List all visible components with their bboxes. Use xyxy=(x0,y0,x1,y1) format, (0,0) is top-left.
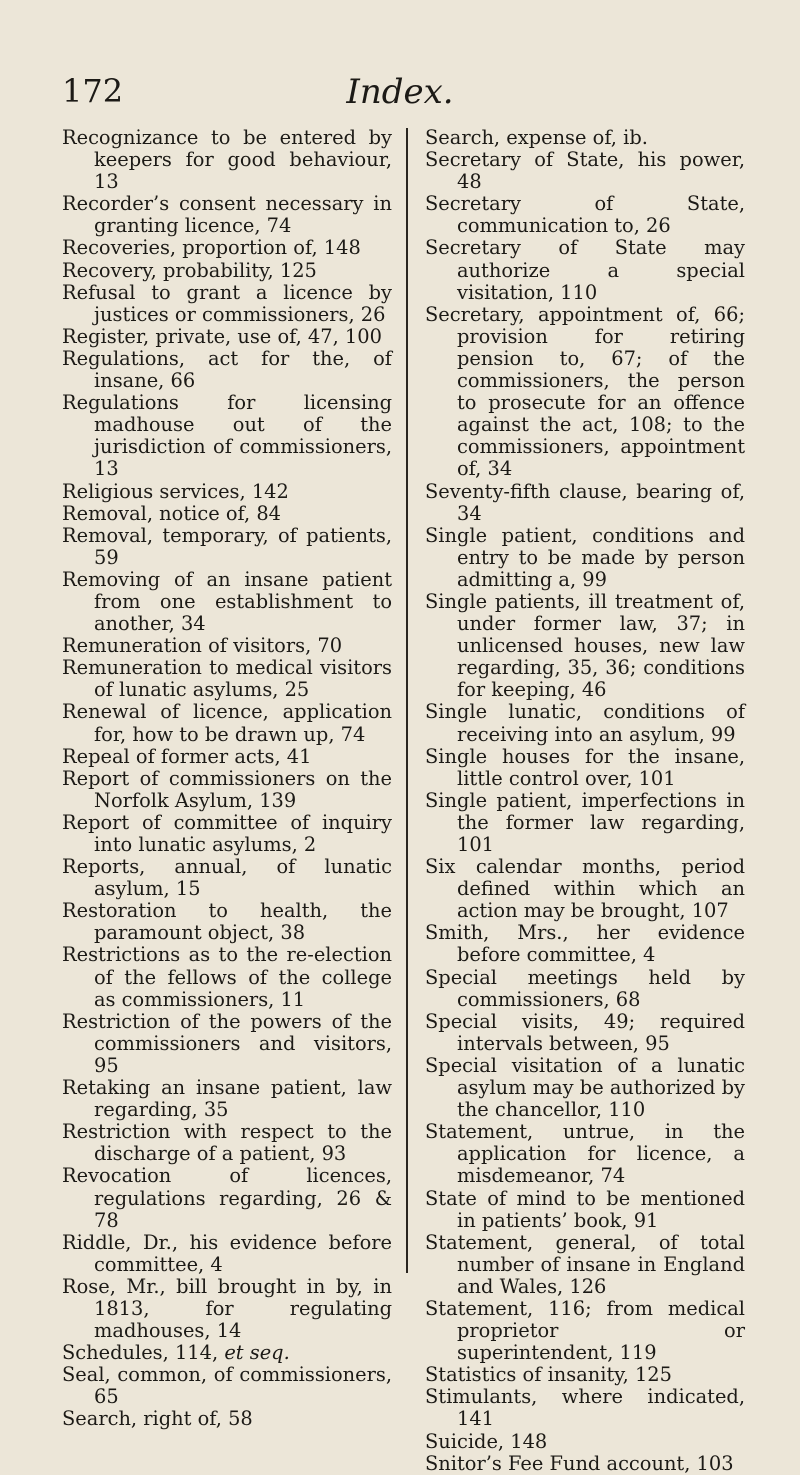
index-entry: Repeal of former acts, 41 xyxy=(62,744,312,768)
index-entry: Smith, Mrs., her evidence before committee, 4 xyxy=(425,921,745,967)
index-entry: Secretary of State, communication to, 26 xyxy=(425,192,745,238)
index-entry: Statement, 116; from medical proprietor or superintendent, 119 xyxy=(425,1296,745,1365)
index-entry: Riddle, Dr., his evidence before committee, 4 xyxy=(62,1230,392,1276)
index-entry: Reports, annual, of lunatic asylum, 15 xyxy=(62,855,392,901)
index-entry: Secretary, appointment of, 66; provision for retiring pension to, 67; of the commissioners, the person to prosecute for an offence against the act, 108; to the commissioners, appointment of, 34 xyxy=(425,302,745,481)
index-entry: Regulations for licensing madhouse out of the jurisdiction of commissioners, 13 xyxy=(62,391,392,481)
index-entry: Remuneration to medical visitors of lunatic asylums, 25 xyxy=(62,656,392,702)
index-entry: Special visits, 49; required intervals between, 95 xyxy=(425,1009,745,1055)
index-entry: Six calendar months, period defined within which an action may be brought, 107 xyxy=(425,855,745,923)
index-entry: Restriction with respect to the discharge of a patient, 93 xyxy=(62,1120,392,1166)
index-entry: Restriction of the powers of the commissioners and visitors, 95 xyxy=(62,1009,392,1077)
index-entry: Report of commissioners on the Norfolk Asylum, 139 xyxy=(62,766,392,812)
index-entry: Single lunatic, conditions of receiving into an asylum, 99 xyxy=(425,700,745,746)
index-entry: Removal, temporary, of patients, 59 xyxy=(62,523,392,569)
index-entry: Suicide, 148 xyxy=(425,1429,548,1453)
index-entry: Stimulants, where indicated, 141 xyxy=(425,1385,745,1431)
index-entry: Revocation of licences, regulations regarding, 26 & 78 xyxy=(62,1164,392,1232)
index-entry: Special visitation of a lunatic asylum may be authorized by the chancellor, 110 xyxy=(425,1053,745,1122)
page-number: 172 xyxy=(62,72,124,110)
index-entry: Renewal of licence, application for, how to be drawn up, 74 xyxy=(62,700,392,746)
index-entry: Religious services, 142 xyxy=(62,479,289,503)
index-entry: Recognizance to be entered by keepers for good behaviour, 13 xyxy=(62,126,392,194)
index-entry: Register, private, use of, 47, 100 xyxy=(62,324,382,348)
index-entry: Statement, untrue, in the application for licence, a misdemeanor, 74 xyxy=(425,1120,745,1188)
index-entry: Rose, Mr., bill brought in by, in 1813, for regulating madhouses, 14 xyxy=(62,1274,392,1343)
index-entry: Regulations, act for the, of insane, 66 xyxy=(62,346,392,393)
index-entry: Statement, general, of total number of insane in England and Wales, 126 xyxy=(425,1230,745,1298)
index-entry: Removing of an insane patient from one establishment to another, 34 xyxy=(62,567,392,636)
index-entry: Recovery, probability, 125 xyxy=(62,258,317,282)
index-entry: Seal, common, of commissioners, 65 xyxy=(62,1363,392,1409)
index-entry: Search, expense of, ib. xyxy=(425,126,648,149)
index-column-right xyxy=(425,127,745,1475)
column-divider xyxy=(406,128,408,1273)
index-entry: Seventy-fifth clause, bearing of, 34 xyxy=(425,479,745,525)
page-header xyxy=(0,72,800,112)
index-entry: Recoveries, proportion of, 148 xyxy=(62,236,361,260)
running-title: Index. xyxy=(346,72,454,112)
index-entry: Restrictions as to the re-election of the fellows of the college as commissioners, 11 xyxy=(62,943,392,1011)
index-entry: Refusal to grant a licence by justices or commissioners, 26 xyxy=(62,280,392,326)
index-entry: Snitor’s Fee Fund account, 103 xyxy=(425,1451,734,1475)
index-entry: Report of committee of inquiry into lunatic asylums, 2 xyxy=(62,810,392,856)
index-entry: Statistics of insanity, 125 xyxy=(425,1363,672,1387)
index-entry: State of mind to be mentioned in patients’ book, 91 xyxy=(425,1186,745,1232)
index-column-left xyxy=(62,127,392,1431)
index-entry: Remuneration of visitors, 70 xyxy=(62,634,343,658)
index-entry: Single houses for the insane, little control over, 101 xyxy=(425,744,745,790)
index-entry: Special meetings held by commissioners, 68 xyxy=(425,965,745,1011)
index-entry: Single patient, imperfections in the former law regarding, 101 xyxy=(425,788,745,856)
index-entry: Schedules, 114, et seq. xyxy=(62,1341,290,1365)
index-entry: Retaking an insane patient, law regarding, 35 xyxy=(62,1076,392,1122)
index-entry: Single patient, conditions and entry to be made by person admitting a, 99 xyxy=(425,523,745,591)
index-entry: Secretary of State, his power, 48 xyxy=(425,148,745,194)
index-entry: Secretary of State may authorize a special visitation, 110 xyxy=(425,236,745,304)
index-entry: Restoration to health, the paramount object, 38 xyxy=(62,899,392,945)
index-entry: Search, right of, 58 xyxy=(62,1407,253,1431)
index-entry: Single patients, ill treatment of, under former law, 37; in unlicensed houses, new law regarding, 35, 36; conditions for keeping, 46 xyxy=(425,589,745,702)
index-entry: Recorder’s consent necessary in granting licence, 74 xyxy=(62,192,392,238)
index-entry: Removal, notice of, 84 xyxy=(62,501,281,525)
